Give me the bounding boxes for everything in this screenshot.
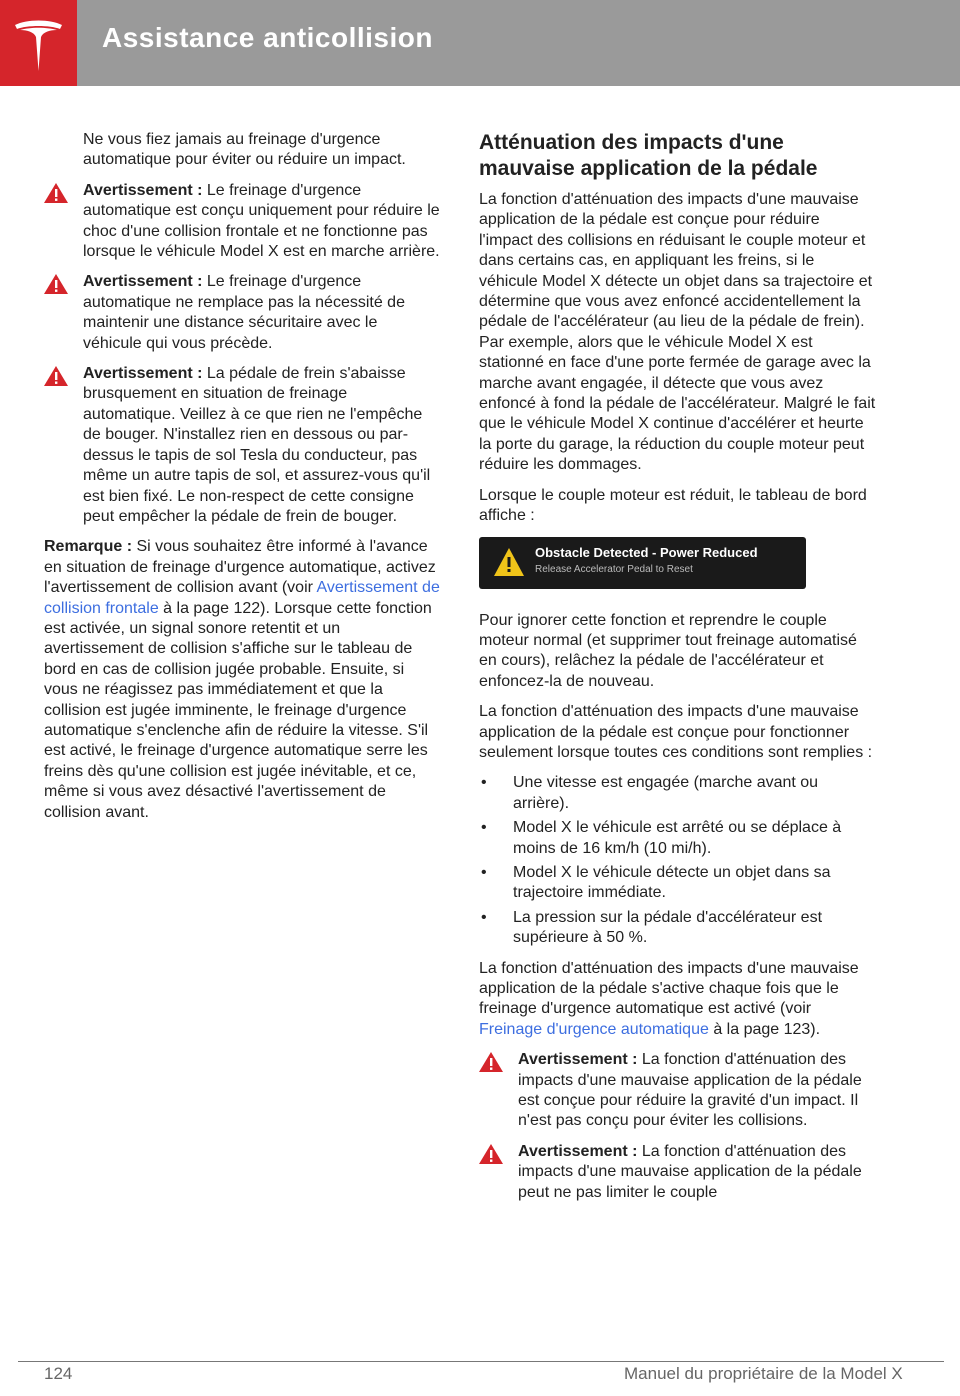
warning-icon (493, 547, 525, 577)
paragraph (479, 959, 876, 1041)
paragraph: La fonction d'atténuation des impacts d'une mauvaise application de la pédale est conçue pour fonctionner seulement lorsque toutes ces conditions sont remplies : (479, 703, 873, 761)
note-text: à la page 122). Lorsque cette fonction est activée, un signal sonore retentit et un avertissement de collision s'affiche sur le tableau de bord en cas de collision jugée probable. Ensuite, si vous ne réagissez pas immédiatement et que la collision est jugée imminente, le freinage d'urgence automatique s'enclenche afin de réduire la vitesse. S'il est activé, le freinage d'urgence automatique serre les freins dès qu'une collision est jugée inévitable, et ce, même si vous avez désactivé l'avertissement de collision avant. (44, 599, 432, 821)
warning-icon (43, 182, 69, 204)
list-item (479, 863, 876, 904)
bullet-icon: • (481, 819, 487, 837)
paragraph-text: La fonction d'atténuation des impacts d'une mauvaise application de la pédale s'active chaque fois que le freinage d'urgence automatique est activé (voir (479, 959, 859, 1018)
list-item (479, 773, 876, 814)
warning-label: Avertissement : (83, 365, 203, 383)
bullet-icon: • (481, 908, 487, 926)
paragraph: La fonction d'atténuation des impacts d'une mauvaise application de la pédale est conçue pour réduire l'impact des collisions en réduisant le couple moteur et dans certains cas, en appliquant les freins, si le véhicule Model X détecte un objet dans sa trajectoire et détermine que vous avez enfoncé accidentellement la pédale de l'accélérateur (au lieu de la pédale de frein). Par exemple, alors que le véhicule Model X est stationné en face d'une porte fermée de garage avec la marche avant engagée, il détecte que vous avez enfoncé à fond la pédale de l'accélérateur. Malgré le fait que le véhicule Model X continue d'accélérer et heurte la porte du garage, la réduction du couple moteur peut réduire les dommages. (479, 191, 876, 474)
paragraph: Lorsque le couple moteur est réduit, le tableau de bord affiche : (479, 486, 867, 525)
alert-title: Obstacle Detected - Power Reduced (535, 544, 758, 560)
warning-text: Le freinage d'urgence automatique est conçu uniquement pour réduire le choc d'une collision frontale et ne fonctionne pas lorsque le véhicule Model X est en marche arrière. (83, 181, 440, 261)
list-item-text: Model X le véhicule détecte un objet dans sa trajectoire immédiate. (513, 863, 831, 902)
note-label: Remarque : (44, 538, 133, 556)
note-paragraph (44, 537, 440, 823)
warning-icon (478, 1051, 504, 1073)
forward-collision-link[interactable]: Avertissement de collision frontale (44, 579, 440, 617)
page-header (0, 0, 960, 86)
list-item-text: Model X le véhicule est arrêté ou se déplace à moins de 16 km/h (10 mi/h). (513, 819, 842, 857)
warning-text: La pédale de frein s'abaisse brusquement en situation de freinage automatique. Veillez à ce que rien ne l'empêche de bouger. N'installez rien en dessous ou par-dessus le tapis de sol Tesla du conducteur, pas même un autre tapis de sol, et assurez-vous qu'il est bien fixé. Le non-respect de cette consigne peut empêcher la pédale de frein de bouger. (83, 365, 431, 525)
alert-subtitle: Release Accelerator Pedal to Reset (535, 563, 693, 575)
warning-label: Avertissement : (518, 1142, 638, 1160)
warning-text: La fonction d'atténuation des impacts d'une mauvaise application de la pédale est conçue pour réduire la gravité d'un impact. Il n'est pas conçu pour éviter les collisions. (518, 1051, 862, 1130)
list-item (479, 908, 876, 949)
right-column (479, 130, 876, 1213)
list-item-text: La pression sur la pédale d'accélérateur est supérieure à 50 %. (513, 908, 823, 947)
paragraph: Pour ignorer cette fonction et reprendre le couple moteur normal (et supprimer tout freinage automatisé en cours), relâchez la pédale de l'accélérateur et enfoncez-la de nouveau. (479, 611, 857, 690)
list-item-text: Une vitesse est engagée (marche avant ou arrière). (513, 774, 819, 812)
paragraph-text: à la page 123). (708, 1020, 821, 1038)
warning-icon (478, 1143, 504, 1165)
warning-label: Avertissement : (518, 1051, 638, 1069)
emergency-braking-link[interactable]: Freinage d'urgence automatique (479, 1020, 709, 1038)
intro-paragraph: Ne vous fiez jamais au freinage d'urgence automatique pour éviter ou réduire un impact. (83, 131, 406, 169)
tesla-logo-icon (0, 0, 77, 86)
bullet-icon: • (481, 774, 487, 792)
warning-icon (43, 365, 69, 387)
note-text: Si vous souhaitez être informé à l'avance en situation de freinage d'urgence automatique, activez l'avertissement de collision avant (voir (44, 538, 436, 597)
warning-block (44, 364, 440, 527)
list-item (479, 818, 876, 859)
footer-divider (18, 1361, 944, 1362)
warning-label: Avertissement : (83, 273, 203, 291)
warning-block (479, 1142, 876, 1203)
warning-block (479, 1050, 876, 1132)
warning-icon (43, 273, 69, 295)
section-heading: Atténuation des impacts d'une mauvaise application de la pédale (479, 131, 818, 180)
warning-text: Le freinage d'urgence automatique ne remplace pas la nécessité de maintenir une distance sécuritaire avec le véhicule qui vous précède. (83, 273, 405, 352)
dashboard-alert-image (479, 537, 806, 589)
left-column (44, 130, 440, 833)
bullet-icon: • (481, 863, 487, 881)
warning-text: La fonction d'atténuation des impacts d'une mauvaise application de la pédale peut ne pas limiter le couple (518, 1142, 862, 1201)
warning-block (44, 181, 440, 263)
page-title: Assistance anticollision (102, 22, 433, 53)
warning-block (44, 272, 440, 354)
page-number: 124 (44, 1364, 73, 1383)
warning-label: Avertissement : (83, 181, 203, 199)
footer-title: Manuel du propriétaire de la Model X (624, 1364, 903, 1383)
conditions-list (479, 773, 876, 948)
